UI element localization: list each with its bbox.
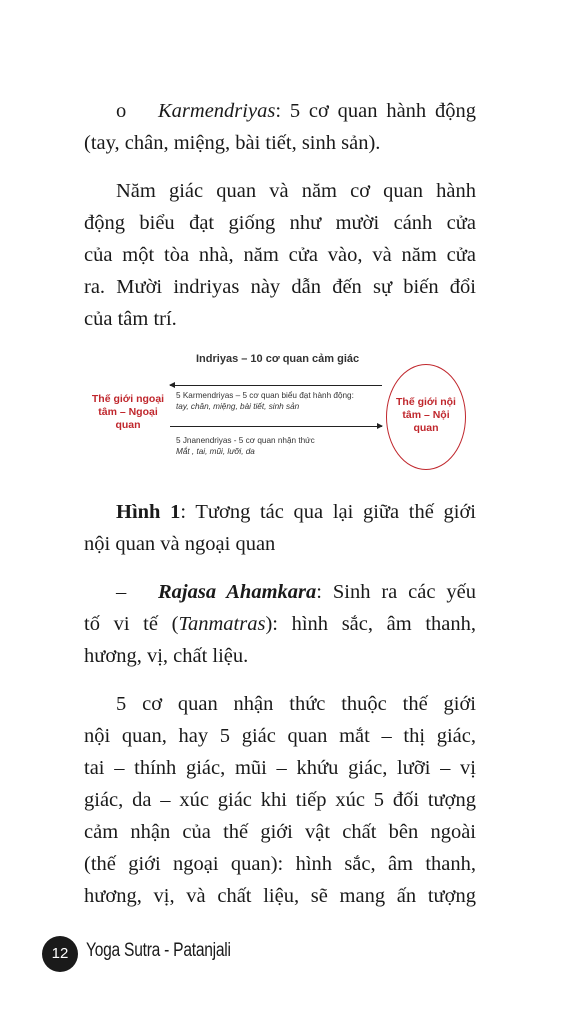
term-tanmatras: Tanmatras [178, 613, 266, 635]
paragraph-perception: 5 cơ quan nhận thức thuộc thế giới nội quan, hay 5 giác quan mắt – thị giác, tai – thính giác, mũi – khứu giác, lưỡi – vị giác, da – xúc giác khi tiếp xúc 5 đối tượng cảm nhận của thế giới vật chất bên ngoài (thế giới ngoại quan): hình sắc, âm thanh, hương, vị, và chất liệu, sẽ mang ấn tượng [84, 693, 476, 907]
page-number: 12 [42, 936, 78, 972]
karmendriyas-arrow-label: 5 Karmendriyas – 5 cơ quan biểu đạt hành động: [176, 391, 354, 400]
karmendriyas-arrow-detail: tay, chân, miệng, bài tiết, sinh sản [176, 402, 300, 411]
jnanendriyas-arrow-label: 5 Jnanendriyas - 5 cơ quan nhận thức [176, 436, 315, 445]
arrow-inward [170, 426, 382, 427]
karmendriyas-item: o Karmendriyas: 5 cơ quan hành động (tay, chân, miệng, bài tiết, sinh sản). [84, 95, 476, 159]
paragraph-indriyas: Năm giác quan và năm cơ quan hành động biểu đạt giống như mười cánh cửa của một tòa nhà, năm cửa vào, và năm cửa ra. Mười indriyas này dẫn đến sự biến đổi của tâm trí. [84, 180, 476, 330]
term-karmendriyas: Karmendriyas [158, 100, 276, 122]
diagram-title: Indriyas – 10 cơ quan cảm giác [196, 353, 360, 365]
caption-label: Hình 1 [116, 501, 181, 523]
jnanendriyas-arrow-detail: Mắt , tai, mũi, lưỡi, da [176, 447, 255, 456]
dash-marker: – [116, 581, 127, 603]
outer-world-label: Thế giới ngoại tâm – Ngoại quan [91, 393, 165, 431]
indriyas-diagram [86, 352, 480, 472]
arrow-outward [170, 385, 382, 386]
bullet-marker: o [116, 100, 127, 122]
rajasa-ahamkara-item: – Rajasa Ahamkara: Sinh ra các yếu tố vi tế (Tanmatras): hình sắc, âm thanh, hương, vị, chất liệu. [84, 576, 476, 672]
running-title: Yoga Sutra - Patanjali [86, 940, 231, 961]
inner-world-label: Thế giới nội tâm – Nội quan [396, 396, 456, 434]
karmendriyas-line2: (tay, chân, miệng, bài tiết, sinh sản). [84, 132, 381, 154]
figure-caption: Hình 1: Tương tác qua lại giữa thế giới nội quan và ngoại quan [84, 501, 476, 555]
term-rajasa-ahamkara: Rajasa Ahamkara [158, 581, 317, 603]
